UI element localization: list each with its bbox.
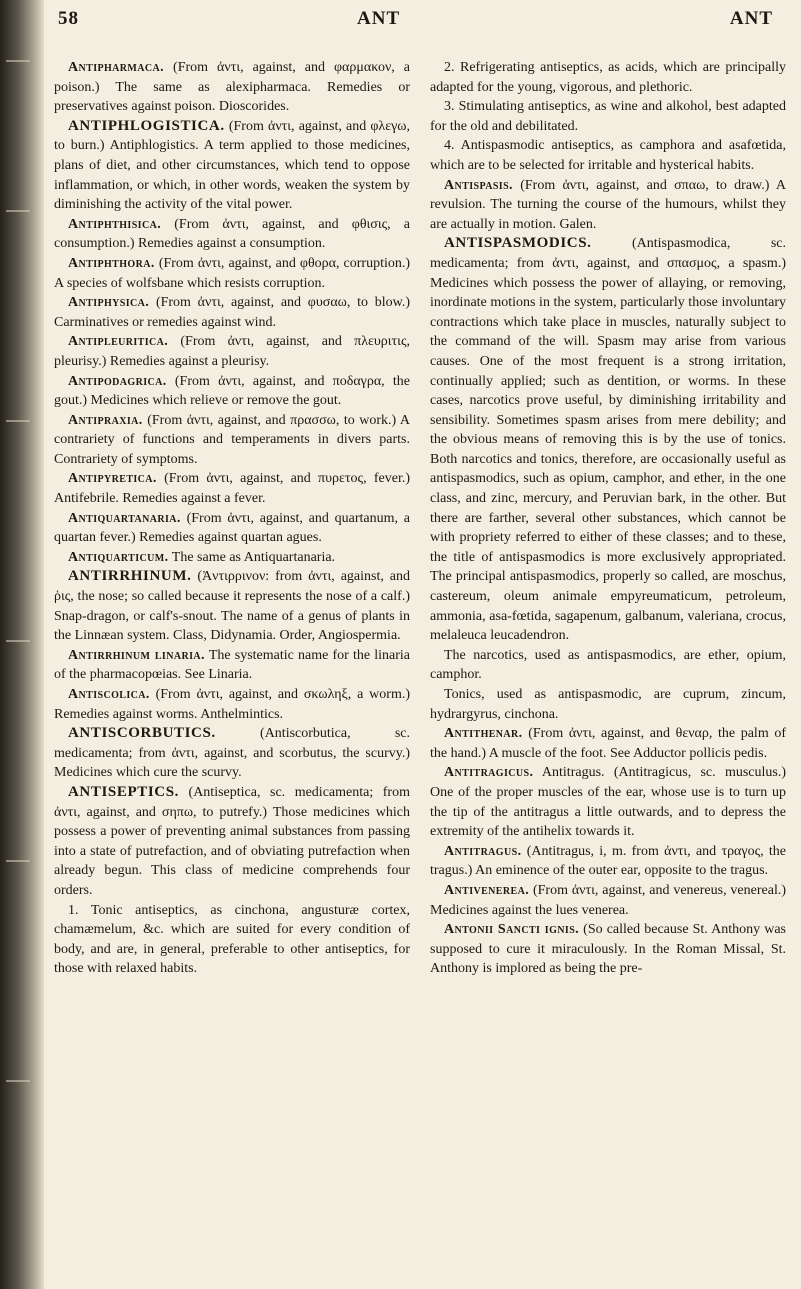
entry-headword: Antipraxia.: [68, 412, 143, 428]
entry-headword: Antipyretica.: [68, 471, 157, 487]
dictionary-entry: [54, 58, 410, 117]
entry-definition: (From ἀντι, against, and πυρετος, fever.) Antifebrile. Remedies against a fever.: [54, 471, 410, 507]
entry-headword: Antiquarticum.: [68, 549, 169, 565]
entry-headword: Antipleuritica.: [68, 334, 169, 350]
entry-definition: (From ἀντι, against, and σκωληξ, a worm.) Remedies against worms. Anthelmintics.: [54, 687, 411, 722]
right-column: [430, 58, 786, 979]
entry-definition: (From ἀντι, against, and σπαω, to draw.) A revulsion. The turning the course of the humours, whilst they are actually in motion. Galen.: [430, 177, 786, 232]
entry-definition: (From ἀντι, against, and φθισις, a consumption.) Remedies against a consumption.: [54, 216, 410, 252]
left-column: [54, 58, 410, 979]
dictionary-entry: [54, 293, 410, 332]
entry-definition: The same as Antiquartanaria.: [171, 549, 336, 565]
dictionary-entry: [430, 881, 786, 920]
entry-definition: 1. Tonic antiseptics, as cinchona, angusturæ cortex, chamæmelum, &c. which are suited for every condition of body, and are, in general, preferable to other antiseptics, for those with relaxed habits.: [54, 902, 410, 977]
entry-definition: Tonics, used as antispasmodic, are cuprum, zincum, hydrargyrus, cinchona.: [430, 687, 786, 722]
entry-headword: Antispasis.: [444, 177, 513, 193]
entry-definition: (Antiscorbutica, sc. medicamenta; from ἀντι, against, and scorbutus, the scurvy.) Medicines which cure the scurvy.: [54, 726, 411, 781]
dictionary-entry: [430, 685, 786, 724]
running-head: [54, 4, 789, 38]
entry-headword: Antitragus.: [444, 843, 522, 859]
dictionary-entry: [54, 548, 410, 568]
entry-definition: (From ἀντι, against, and φαρμακον, a poison.) The same as alexipharmaca. Remedies or preservatives against poison. Dioscorides.: [54, 60, 410, 115]
dictionary-entry: [430, 842, 786, 881]
entry-definition: (So called because St. Anthony was supposed to cure it miraculously. In the Roman Missal, St. Anthony is implored as being the pre-: [430, 922, 786, 977]
entry-definition: Antitragus. (Antitragicus, sc. musculus.) One of the proper muscles of the ear, whose use is to turn up the tip of the antitragus a little outwards, and to depress the extremity of the antihelix towards it.: [430, 765, 786, 840]
dictionary-entry: [430, 58, 786, 97]
dictionary-entry: [430, 136, 786, 175]
dictionary-entry: [54, 469, 410, 508]
entry-headword: Antipodagrica.: [68, 373, 167, 389]
dictionary-entry: [54, 901, 410, 979]
dictionary-entry: [54, 117, 410, 215]
entry-headword: ANTIRRHINUM.: [68, 568, 192, 585]
entry-definition: (From ἀντι, against, and ποδαγρα, the gout.) Medicines which relieve or remove the gout.: [54, 373, 410, 409]
entry-definition: The systematic name for the linaria of the pharmacopœias. See Linaria.: [54, 647, 411, 683]
entry-headword: Antiphthora.: [68, 255, 155, 271]
dictionary-entry: [54, 724, 410, 783]
entry-definition: (From ἀντι, against, and venereus, venereal.) Medicines against the lues venerea.: [430, 882, 786, 918]
dictionary-entry: [430, 724, 786, 763]
dictionary-entry: [54, 215, 410, 254]
dictionary-entry: [430, 97, 786, 136]
running-title: ANT: [357, 8, 401, 29]
dictionary-entry: [54, 254, 410, 293]
dictionary-entry: [54, 332, 410, 371]
dictionary-entry: [54, 372, 410, 411]
entry-definition: (Antispasmodica, sc. medicamenta; from ἀντι, against, and σπασμος, a spasm.) Medicines which possess the power of allaying, or removing, inordinate motions in the system, particularly those involuntary contractions which take place in muscles, naturally subject to the command of the will. Spasm may arise from various causes. One of the most frequent is a strong irritation, continually applied; such as dentition, or worms. In these cases, narcotics prove useful, by diminishing irritability and sensibility. Sometimes spasm arises from mere debility; and the obvious means of removing this is by the use of tonics. Both narcotics and tonics, therefore, are occasionally useful as antispasmodics, such as opium, camphor, and ether, in the one class, and zinc, mercury, and Peruvian bark, in the other. But there are farther, several other substances, which cannot be with propriety referred to either of these classes; and to these, the title of antispasmodics is more exclusively appropriated. The principal antispasmodics, properly so called, are moschus, castereum, oleum animale empyreumaticum, petroleum, ammonia, asa-fœtida, sagapenum, galbanum, valeriana, crocus, melaleuca leucadendron.: [430, 236, 786, 644]
entry-definition: (From ἀντι, against, and πλευριτις, pleurisy.) Remedies against a pleurisy.: [54, 334, 410, 369]
entry-headword: Antiphysica.: [68, 295, 150, 311]
entry-headword: Antipharmaca.: [68, 60, 165, 75]
dictionary-page: [54, 4, 789, 1284]
dictionary-entry: [54, 685, 410, 724]
entry-definition: (Antitragus, i, m. from ἀντι, and τραγος, the tragus.) An eminence of the outer ear, opposite to the tragus.: [430, 843, 787, 879]
entry-definition: (From ἀντι, against, and πρασσω, to work.) A contrariety of functions and temperaments in divers parts. Contrariety of symptoms.: [54, 412, 411, 467]
dictionary-entry: [54, 783, 410, 901]
entry-headword: Antiquartanaria.: [68, 510, 181, 526]
running-title-right: ANT: [729, 8, 773, 29]
dictionary-entry: [430, 763, 786, 841]
entry-definition: The narcotics, used as antispasmodics, are ether, opium, camphor.: [430, 647, 786, 683]
dictionary-entry: [430, 646, 786, 685]
entry-headword: Antivenerea.: [444, 882, 530, 898]
dictionary-entry: [54, 646, 410, 685]
entry-headword: Antiphthisica.: [68, 216, 162, 232]
entry-headword: ANTISPASMODICS.: [444, 235, 592, 252]
entry-definition: (From ἀντι, against, and φθορα, corruption.) A species of wolfsbane which resists corruption.: [54, 255, 411, 291]
entry-headword: Antithenar.: [444, 726, 523, 742]
dictionary-entry: [54, 411, 410, 470]
dictionary-entry: [54, 567, 410, 645]
entry-headword: ANTISEPTICS.: [68, 783, 179, 800]
entry-definition: (From ἀντι, against, and quartanum, a quartan fever.) Remedies against quartan agues.: [54, 510, 410, 546]
entry-definition: (Ἀντιρρινον: from ἀντι, against, and ῥις, the nose; so called because it represents the nose of a calf.) Snap-dragon, or calf's-snout. The name of a genus of plants in the Linnæan system. Class, Didynamia. Order, Angiospermia.: [54, 569, 410, 644]
entry-definition: (From ἀντι, against, and φυσαω, to blow.) Carminatives or remedies against wind.: [54, 295, 410, 330]
entry-definition: (From ἀντι, against, and φλεγω, to burn.) Antiphlogistics. A term applied to those medicines, plans of diet, and other circumstances, which tend to oppose inflammation, or which, in other words, weaken the system by diminishing the activity of the vital power.: [54, 118, 410, 213]
entry-definition: (Antiseptica, sc. medicamenta; from ἀντι, against, and σηπω, to putrefy.) Those medicines which possess a power of preventing animal substances from passing into a state of putrefaction, and of obviating putrefaction when already begun. This class of medicine comprehends four orders.: [54, 784, 410, 898]
entry-headword: Antirrhinum linaria.: [68, 647, 205, 663]
entry-headword: Antonii Sancti ignis.: [444, 922, 580, 938]
entry-headword: ANTIPHLOGISTICA.: [68, 117, 225, 134]
dictionary-entry: [430, 176, 786, 235]
entry-headword: Antiscolica.: [68, 687, 150, 702]
entry-definition: (From ἀντι, against, and θεναρ, the palm of the hand.) A muscle of the foot. See Adductor pollicis pedis.: [430, 726, 786, 761]
page-number: 58: [58, 8, 79, 29]
dictionary-entry: [430, 920, 786, 979]
book-binding-shadow: [0, 0, 44, 1289]
entry-definition: 4. Antispasmodic antiseptics, as camphora and asafœtida, which are to be selected for irritable and hysterical habits.: [430, 138, 786, 173]
entry-definition: 3. Stimulating antiseptics, as wine and alkohol, best adapted for the old and debilitated.: [430, 99, 786, 134]
entry-headword: ANTISCORBUTICS.: [68, 725, 216, 742]
entry-definition: 2. Refrigerating antiseptics, as acids, which are principally adapted for the young, vigorous, and plethoric.: [430, 60, 786, 95]
dictionary-entry: [430, 234, 786, 645]
entry-headword: Antitragicus.: [444, 765, 534, 781]
dictionary-entry: [54, 509, 410, 548]
